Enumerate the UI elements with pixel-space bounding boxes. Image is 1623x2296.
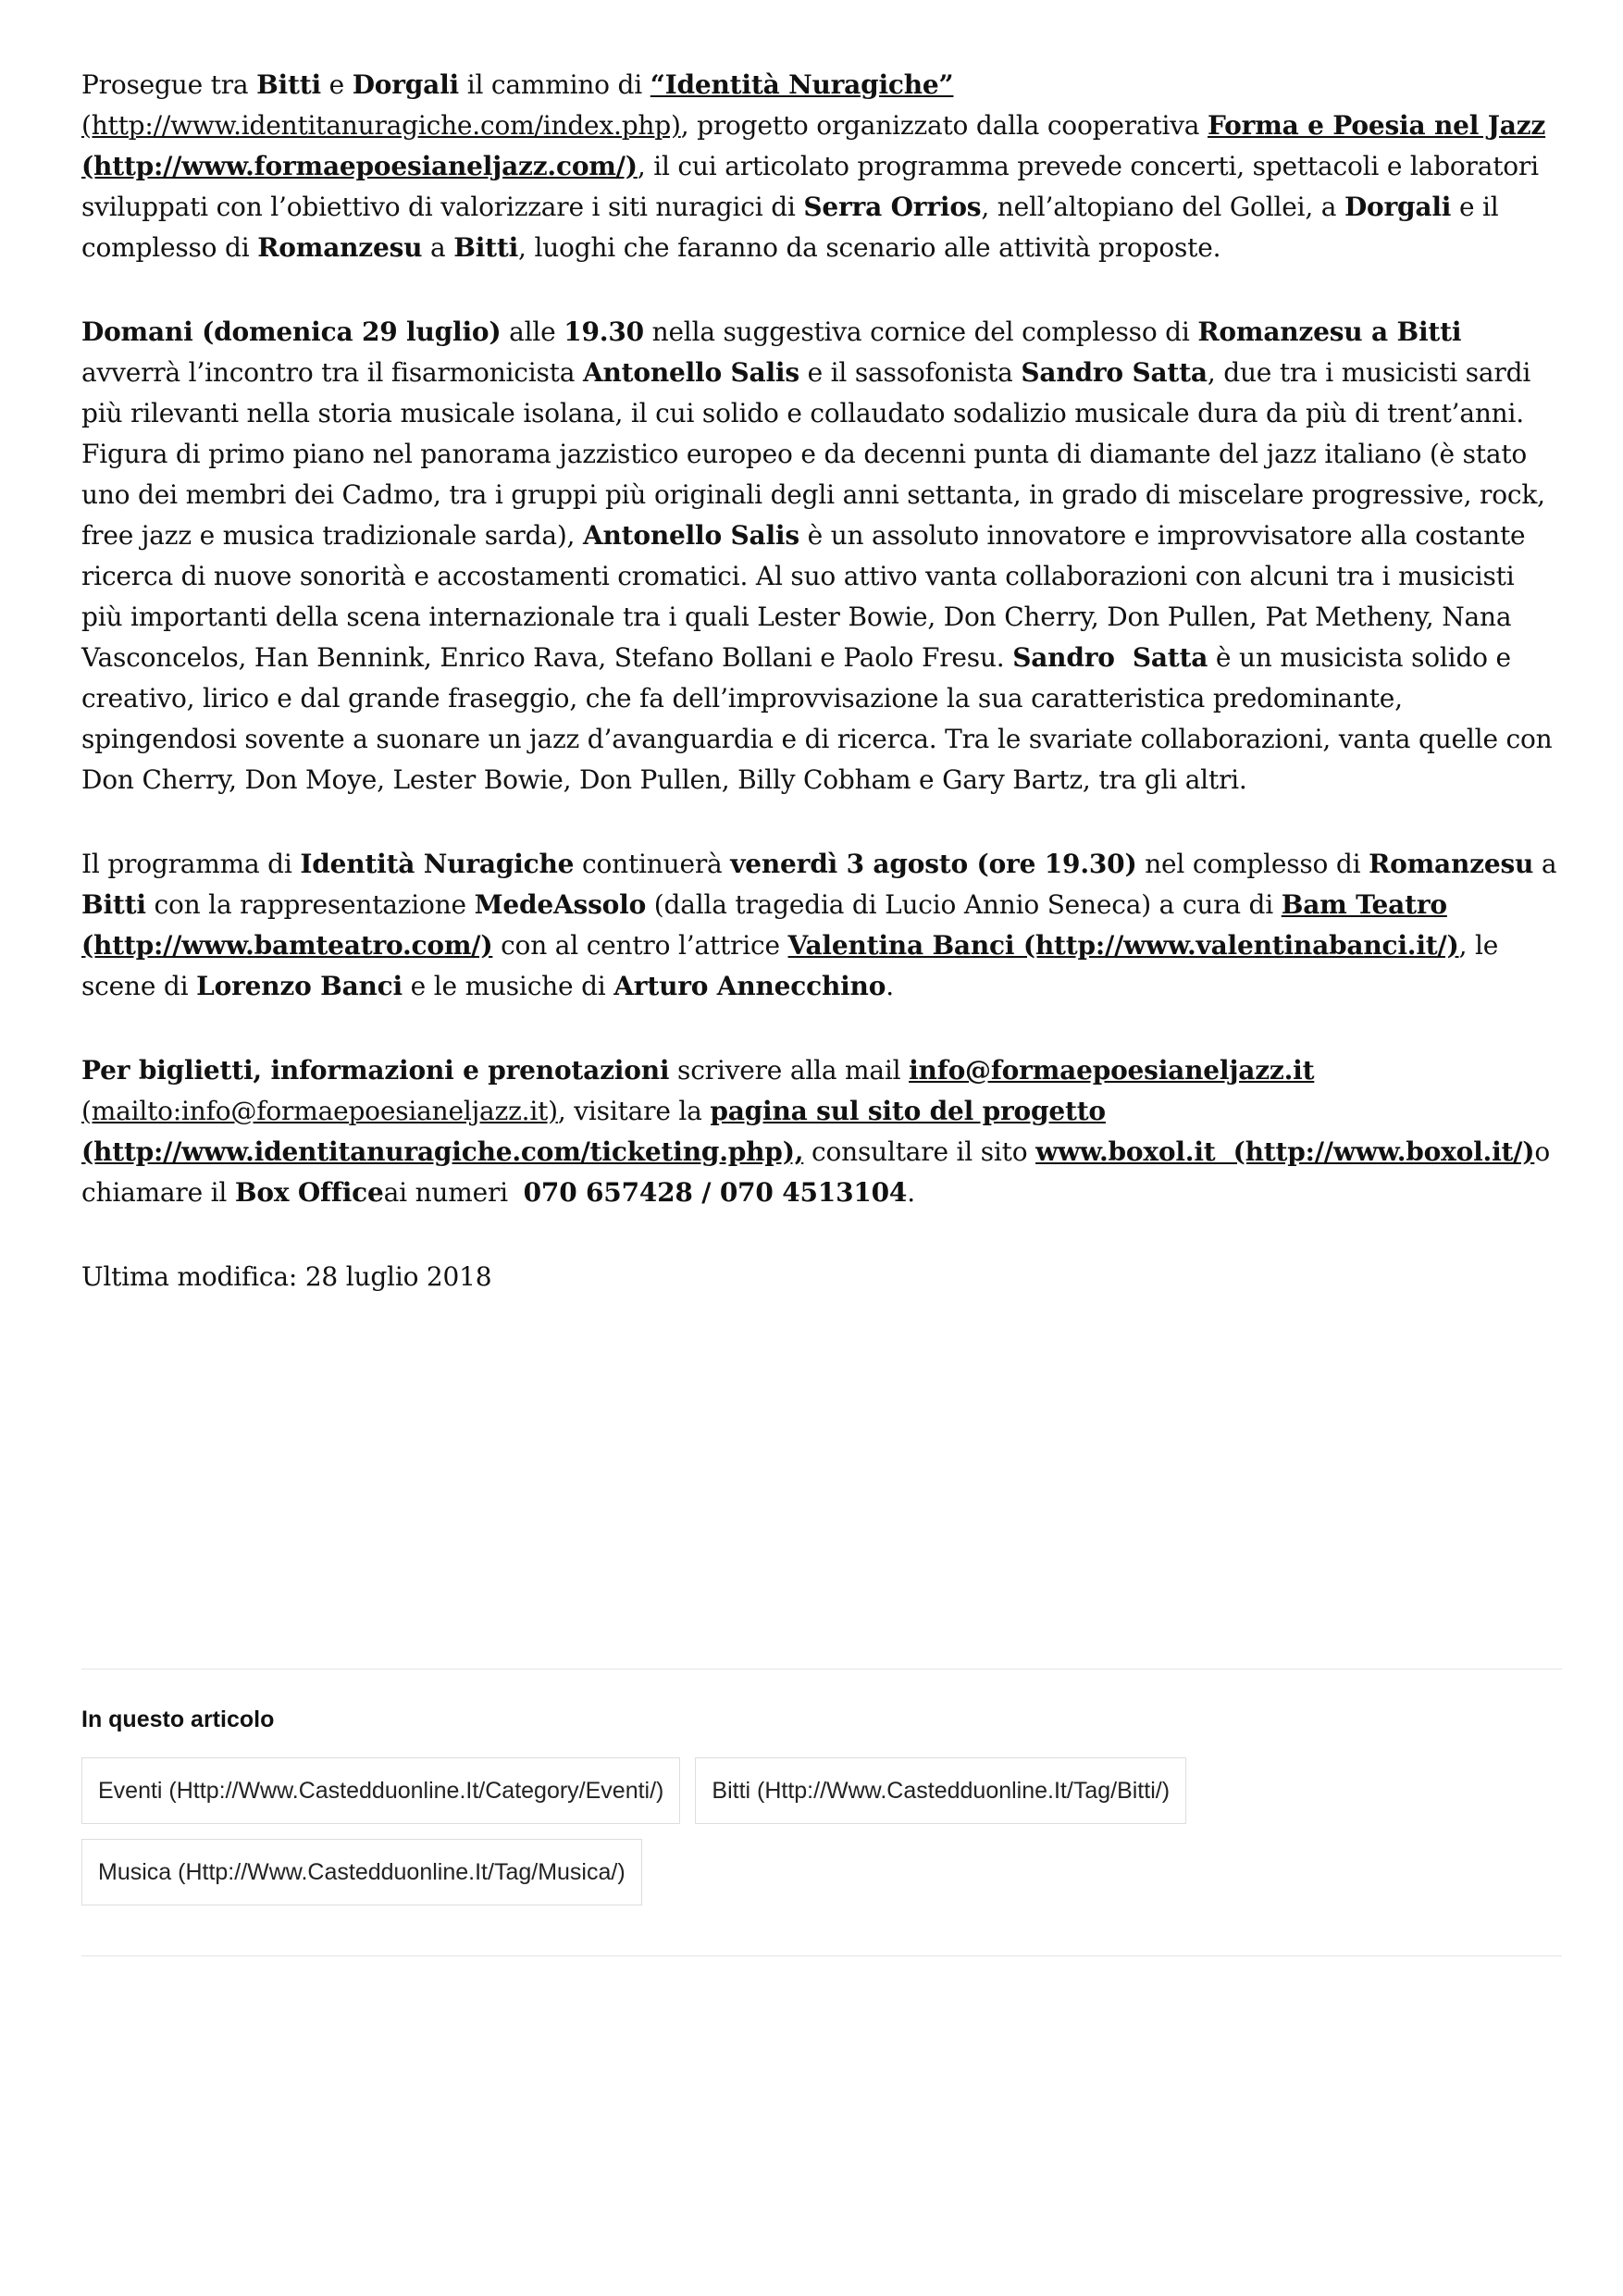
mailto-link[interactable]: (mailto:info@formaepoesianeljazz.it) <box>81 1096 558 1126</box>
bold-text: Bitti <box>256 69 321 100</box>
last-modified: Ultima modifica: 28 luglio 2018 <box>81 1261 492 1292</box>
identita-nuragiche-link[interactable]: “Identità Nuragiche” <box>650 69 954 100</box>
bold-text: MedeAssolo <box>474 889 647 920</box>
bold-text: Sandro Satta <box>1021 357 1208 388</box>
bold-text: Romanzesu <box>257 232 423 263</box>
bold-text: Dorgali <box>1344 192 1452 222</box>
article-paragraph-program <box>81 844 1562 1007</box>
tag-bitti[interactable]: Bitti (Http://Www.Castedduonline.It/Tag/Bitti/) <box>695 1757 1186 1824</box>
text: , due tra i musicisti sardi più rilevanti nella storia musicale isolana, il cui solido e collaudato sodalizio musicale dura da più di trent’anni. Figura di primo piano nel panorama jazzistico europeo e da decenni punta di diamante del jazz italiano (è stato uno dei membri dei Cadmo, tra i gruppi più originali degli anni settanta, in grado di miscelare progressive, rock, free jazz e musica tradizionale sarda), <box>81 357 1545 551</box>
text: . <box>907 1177 915 1208</box>
text: scrivere alla mail <box>669 1055 910 1086</box>
bold-text: Antonello Salis <box>582 357 799 388</box>
article-page <box>81 65 1562 1341</box>
boxol-link[interactable]: www.boxol.it (http://www.boxol.it/) <box>1035 1136 1535 1167</box>
bold-text: Bitti <box>453 232 519 263</box>
phone-numbers: 070 657428 / 070 4513104 <box>523 1177 908 1208</box>
bam-teatro-link[interactable]: Bam Teatro (http://www.bamteatro.com/) <box>81 889 1447 961</box>
bold-text: Romanzesu a Bitti <box>1197 316 1462 347</box>
text: con al centro l’attrice <box>492 930 788 961</box>
text: consultare il sito <box>803 1136 1036 1167</box>
text: nel complesso di <box>1136 849 1369 879</box>
text: . <box>886 971 894 1001</box>
text: è un musicista solido e creativo, lirico e dal grande fraseggio, che fa dell’improvvisazione la sua caratteristica predominante, spingendosi sovente a suonare un jazz d’avanguardia e di ricerca. Tra le svariate collaborazioni, vanta quelle con Don Cherry, Don Moye, Lester Bowie, Don Pullen, Billy Cobham e Gary Bartz, tra gli altri. <box>81 642 1553 795</box>
bold-text: Identità Nuragiche <box>300 849 575 879</box>
text: il cammino di <box>459 69 650 100</box>
bold-text: Bitti <box>81 889 146 920</box>
tags-title: In questo articolo <box>81 1706 275 1732</box>
text: Il programma di <box>81 849 301 879</box>
text: continuerà <box>574 849 731 879</box>
bold-text: 19.30 <box>564 316 644 347</box>
text: e le musiche di <box>402 971 614 1001</box>
text: a <box>1533 849 1557 879</box>
text: alle <box>501 316 564 347</box>
bold-text: Sandro Satta <box>1012 642 1208 673</box>
bold-text: Domani (domenica 29 luglio) <box>81 316 502 347</box>
article-paragraph-tickets <box>81 1050 1562 1213</box>
text: e il complesso di <box>81 192 1499 263</box>
bold-text: Serra Orrios <box>803 192 982 222</box>
article-body <box>81 65 1562 1297</box>
text: avverrà l’incontro tra il fisarmonicista <box>81 357 583 388</box>
text: Prosegue tra <box>81 69 257 100</box>
tag-musica[interactable]: Musica (Http://Www.Castedduonline.It/Tag/Musica/) <box>81 1839 642 1905</box>
text: nella suggestiva cornice del complesso di <box>643 316 1198 347</box>
article-paragraph-intro <box>81 65 1562 268</box>
text: , visitare la <box>557 1096 711 1126</box>
text: o chiamare il <box>81 1136 1551 1208</box>
text: , luoghi che faranno da scenario alle attività proposte. <box>518 232 1221 263</box>
text: ai numeri <box>383 1177 516 1208</box>
bold-text: Lorenzo Banci <box>196 971 403 1001</box>
bold-text: Per biglietti, informazioni e prenotazioni <box>81 1055 670 1086</box>
bold-text: Box Office <box>234 1177 384 1208</box>
bold-text: Dorgali <box>352 69 459 100</box>
identita-nuragiche-url-link[interactable]: (http://www.identitanuragiche.com/index.php) <box>81 110 681 141</box>
text: (dalla tragedia di Lucio Annio Seneca) a cura di <box>646 889 1282 920</box>
article-paragraph-concert <box>81 312 1562 800</box>
text: , nell’altopiano del Gollei, a <box>981 192 1344 222</box>
tag-list <box>81 1757 1562 1905</box>
email-link[interactable]: info@formaepoesianeljazz.it <box>909 1055 1315 1086</box>
text: , progetto organizzato dalla cooperativa <box>680 110 1208 141</box>
bold-text: Romanzesu <box>1369 849 1534 879</box>
tag-eventi[interactable]: Eventi (Http://Www.Castedduonline.It/Category/Eventi/) <box>81 1757 680 1824</box>
forma-e-poesia-link[interactable]: Forma e Poesia nel Jazz (http://www.formaepoesianeljazz.com/) <box>81 110 1546 181</box>
text: , le scene di <box>81 930 1499 1001</box>
tags-section <box>81 1669 1562 1956</box>
text: e <box>320 69 353 100</box>
bold-text: Arturo Annecchino <box>613 971 886 1001</box>
text: a <box>422 232 454 263</box>
ticketing-page-link[interactable]: pagina sul sito del progetto (http://www.identitanuragiche.com/ticketing.php), <box>81 1096 1106 1167</box>
text: con la rappresentazione <box>145 889 475 920</box>
text: e il sassofonista <box>799 357 1022 388</box>
valentina-banci-link[interactable]: Valentina Banci (http://www.valentinabanci.it/) <box>787 930 1459 961</box>
text: , il cui articolato programma prevede concerti, spettacoli e laboratori sviluppati con l’obiettivo di valorizzare i siti nuragici di <box>81 151 1539 222</box>
bold-text: venerdì 3 agosto (ore 19.30) <box>730 849 1137 879</box>
bold-text: Antonello Salis <box>582 520 799 551</box>
text: è un assoluto innovatore e improvvisatore alla costante ricerca di nuove sonorità e accostamenti cromatici. Al suo attivo vanta collaborazioni con alcuni tra i musicisti più importanti della scena internazionale tra i quali Lester Bowie, Don Cherry, Don Pullen, Pat Metheny, Nana Vasconcelos, Han Bennink, Enrico Rava, Stefano Bollani e Paolo Fresu. <box>81 520 1526 673</box>
